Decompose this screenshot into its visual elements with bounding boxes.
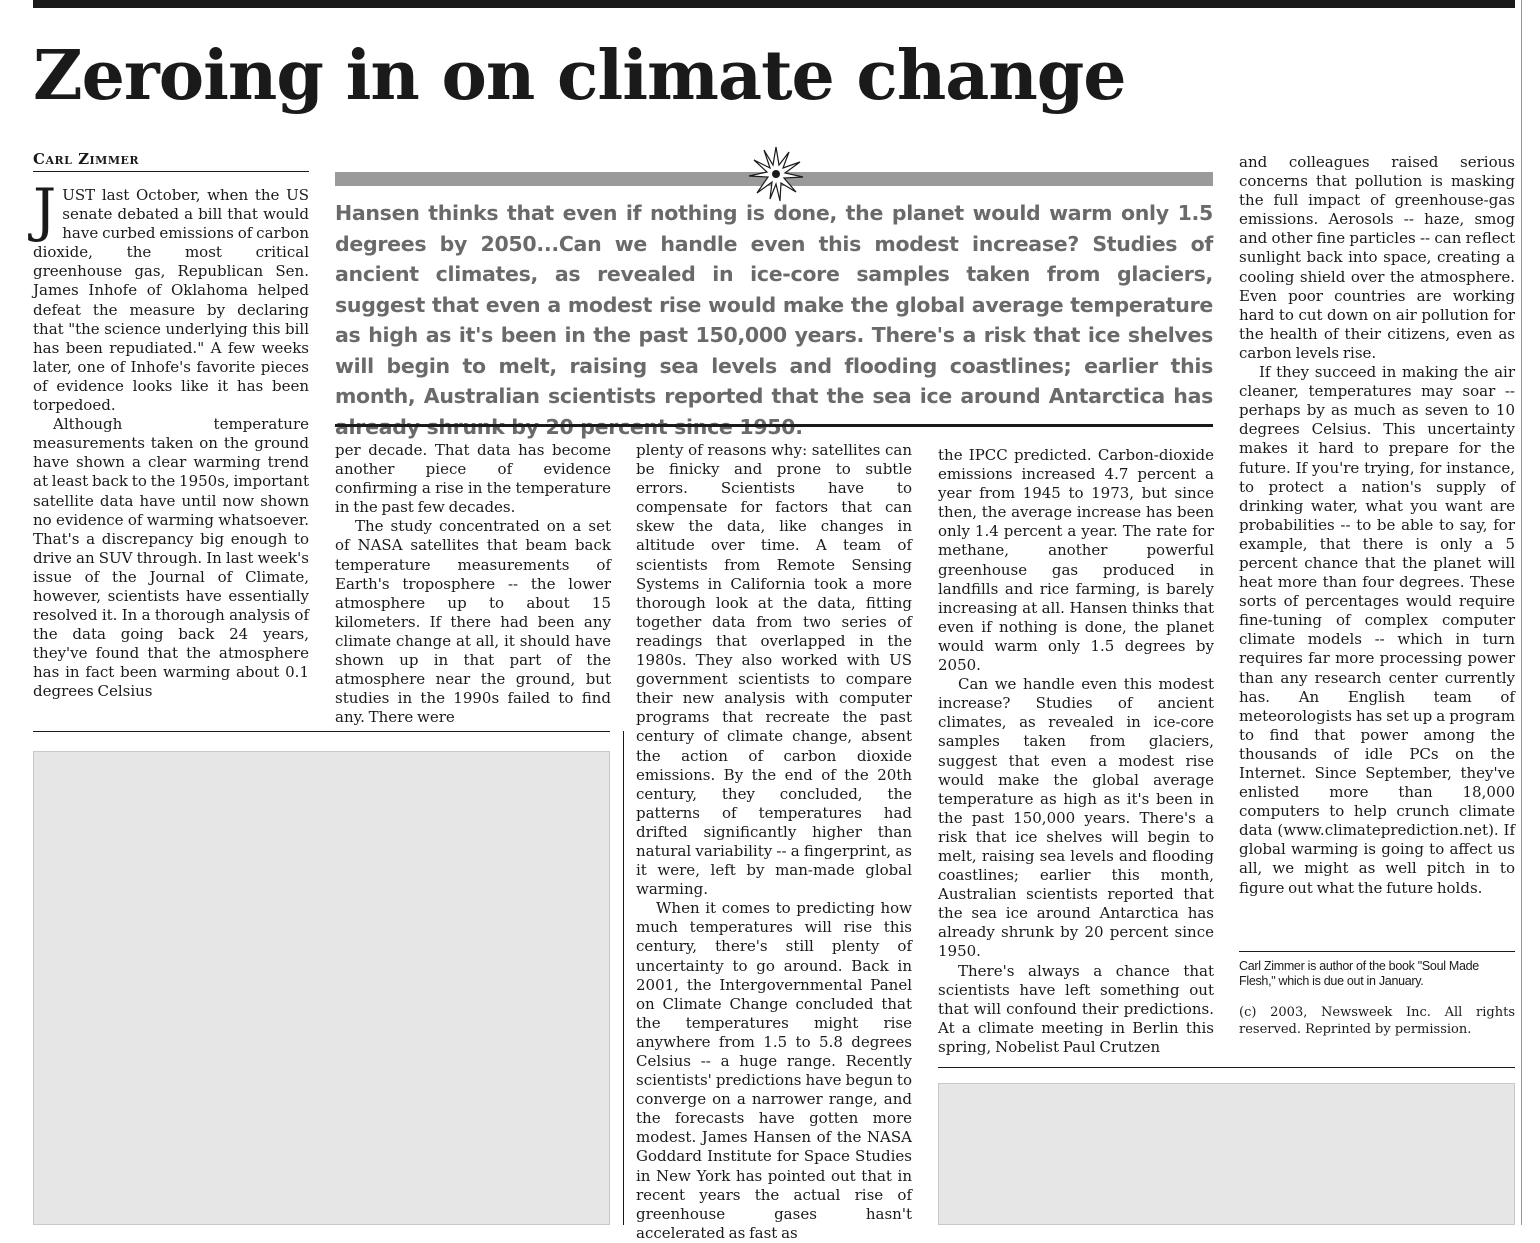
headline: Zeroing in on climate change <box>33 36 1126 116</box>
pull-quote: Hansen thinks that even if nothing is done, the planet would warm only 1.5 degrees by 2050...Can we handle even this modest increase? Studies of ancient climates, as revealed in ice-core samples taken from glaciers, suggest that even a modest rise would make the global average temperature as high as it's been in the past 150,000 years. There's a risk that ice shelves will begin to melt, raising sea levels and flooding coastlines; earlier this month, Australian scientists reported that the sea ice around Antarctica has <box>335 201 1213 408</box>
column-4 <box>938 446 1214 1057</box>
paragraph: Although temperature measurements taken on the ground have shown a clear warming trend at least back to the 1950s, important satellite data have until now shown no evidence of warming whatsoever. That's a discrepancy big enough to drive an SUV through. In last week's issue of the Journal of Climate, however, scientists have essentially resolved it. In a thorough analysis of the data going back 24 years, they've found that the atmosphere has in fact been warming about 0.1 degrees Celsius <box>33 415 309 701</box>
column-2 <box>335 441 611 727</box>
paragraph: per decade. That data has become another piece of evidence confirming a rise in the temperature in the past few decades. <box>335 441 611 517</box>
section-rule-left <box>33 731 610 732</box>
bio-rule <box>1239 951 1515 952</box>
paragraph: plenty of reasons why: satellites can be finicky and prone to subtle errors. Scientists have to compensate for factors that can skew the data, like changes in altitude over time. A team of scientists from Remote Sensing Systems in California took a more thorough look at the data, fitting together data from two series of readings that overlapped in the 1980s. They also worked with US government scientists to compare their new analysis with computer programs that recreate the past century of climate change, absent the action of carbon dioxide emissions. By the end of the 20th century, they concluded, the patterns of temperatures had drifted significantly higher than natural variability -- a fingerprint, as it were, left by man-made global warming. <box>636 441 912 899</box>
paragraph: When it comes to predicting how much temperatures will rise this century, there's still plenty of uncertainty to go around. Back in 2001, the Intergovernmental Panel on Climate Change concluded that the temperatures might rise anywhere from 1.5 to 5.8 degrees Celsius -- a huge range. Recently scientists' predictions have begun to converge on a narrower range, and the forecasts have gotten more modest. James Hansen of the NASA Goddard Institute for Space Studies in New York has pointed out that in recent years the actual rise of greenhouse gases hasn't accelerated as fast as <box>636 899 912 1242</box>
pull-quote-rule <box>335 424 1213 427</box>
dropcap: J <box>33 176 57 244</box>
image-placeholder-right <box>938 1083 1515 1225</box>
author-bio: Carl Zimmer is author of the book "Soul Made Flesh," which is due out in January. <box>1239 959 1479 988</box>
column-3 <box>636 441 912 1243</box>
top-rule <box>33 0 1515 8</box>
right-margin-rule <box>1521 0 1522 1225</box>
paragraph: Can we handle even this modest increase? Studies of ancient climates, as revealed in ice-core samples taken from glaciers, suggest that even a modest rise would make the global average temperature as high as it's been in the past 150,000 years. There's a risk that ice shelves will begin to melt, raising sea levels and flooding coastlines; earlier this month, Australian scientists reported that the sea ice around Antarctica has already shrunk by 20 percent since 1950. <box>938 675 1214 961</box>
lead-paragraph <box>33 176 309 415</box>
starburst-icon <box>748 146 804 202</box>
section-rule-right <box>938 1067 1515 1068</box>
copyright-notice: (c) 2003, Newsweek Inc. All rights reserved. Reprinted by permission. <box>1239 1005 1515 1037</box>
paragraph: and colleagues raised serious concerns that pollution is masking the full impact of greenhouse-gas emissions. Aerosols -- haze, smog and other fine particles -- can reflect sunlight back into space, creating a cooling shield over the atmosphere. Even poor countries are working hard to cut down on air pollution for the health of their citizens, even as carbon levels rise. <box>1239 153 1515 362</box>
column-1 <box>33 176 309 702</box>
paragraph: the IPCC predicted. Carbon-dioxide emissions increased 4.7 percent a year from 1945 to 1973, but since then, the average increase has been only 1.4 percent a year. The rate for methane, another powerful greenhouse gas produced in landfills and rice farming, is barely increasing at all. Hansen thinks that even if nothing is done, the planet would warm only 1.5 degrees by 2050. <box>938 446 1214 675</box>
paragraph: There's always a chance that scientists have left something out that will confound their predictions. At a climate meeting in Berlin this spring, Nobelist Paul Crutzen <box>938 961 1214 1056</box>
paragraph: The study concentrated on a set of NASA satellites that beam back temperature measurements of Earth's troposphere -- the lower atmosphere up to about 15 kilometers. If there had been any climate change at all, it should have shown up in that part of the atmosphere near the ground, but studies in the 1990s failed to find any. There were <box>335 517 611 727</box>
image-placeholder-left <box>33 751 610 1225</box>
column-divider <box>623 731 624 1225</box>
column-5 <box>1239 153 1515 898</box>
lead-paragraph-text: UST last October, when the US senate debated a bill that would have curbed emissions of carbon dioxide, the most critical greenhouse gas, Republican Sen. James Inhofe of Oklahoma helped defeat the measure by declaring that "the science underlying this bill has been repudiated." A few weeks later, one of Inhofe's favorite pieces of evidence looks like it has been torpedoed. <box>33 186 309 415</box>
paragraph: If they succeed in making the air cleaner, temperatures may soar -- perhaps by as much as seven to 10 degrees Celsius. This uncertainty makes it hard to prepare for the future. If you're trying, for instance, to protect a nation's supply of drinking water, what you want are probabilities -- to be able to say, for example, that there is only a 5 percent chance that the planet will heat more than four degrees. These sorts of percentages would require fine-tuning of complex computer climate models -- which in turn requires far more processing power than any research center currently has. An English team of meteorologists has set up a program to find that power among the thousands of idle PCs on the Internet. Since September, they've enlisted more than 18,000 computers to help crunch climate data (www.climateprediction.net). If global warming is going to affect us all, we might as well pitch in to figure out what the future holds. <box>1239 363 1515 897</box>
byline: Carl Zimmer <box>33 150 309 172</box>
